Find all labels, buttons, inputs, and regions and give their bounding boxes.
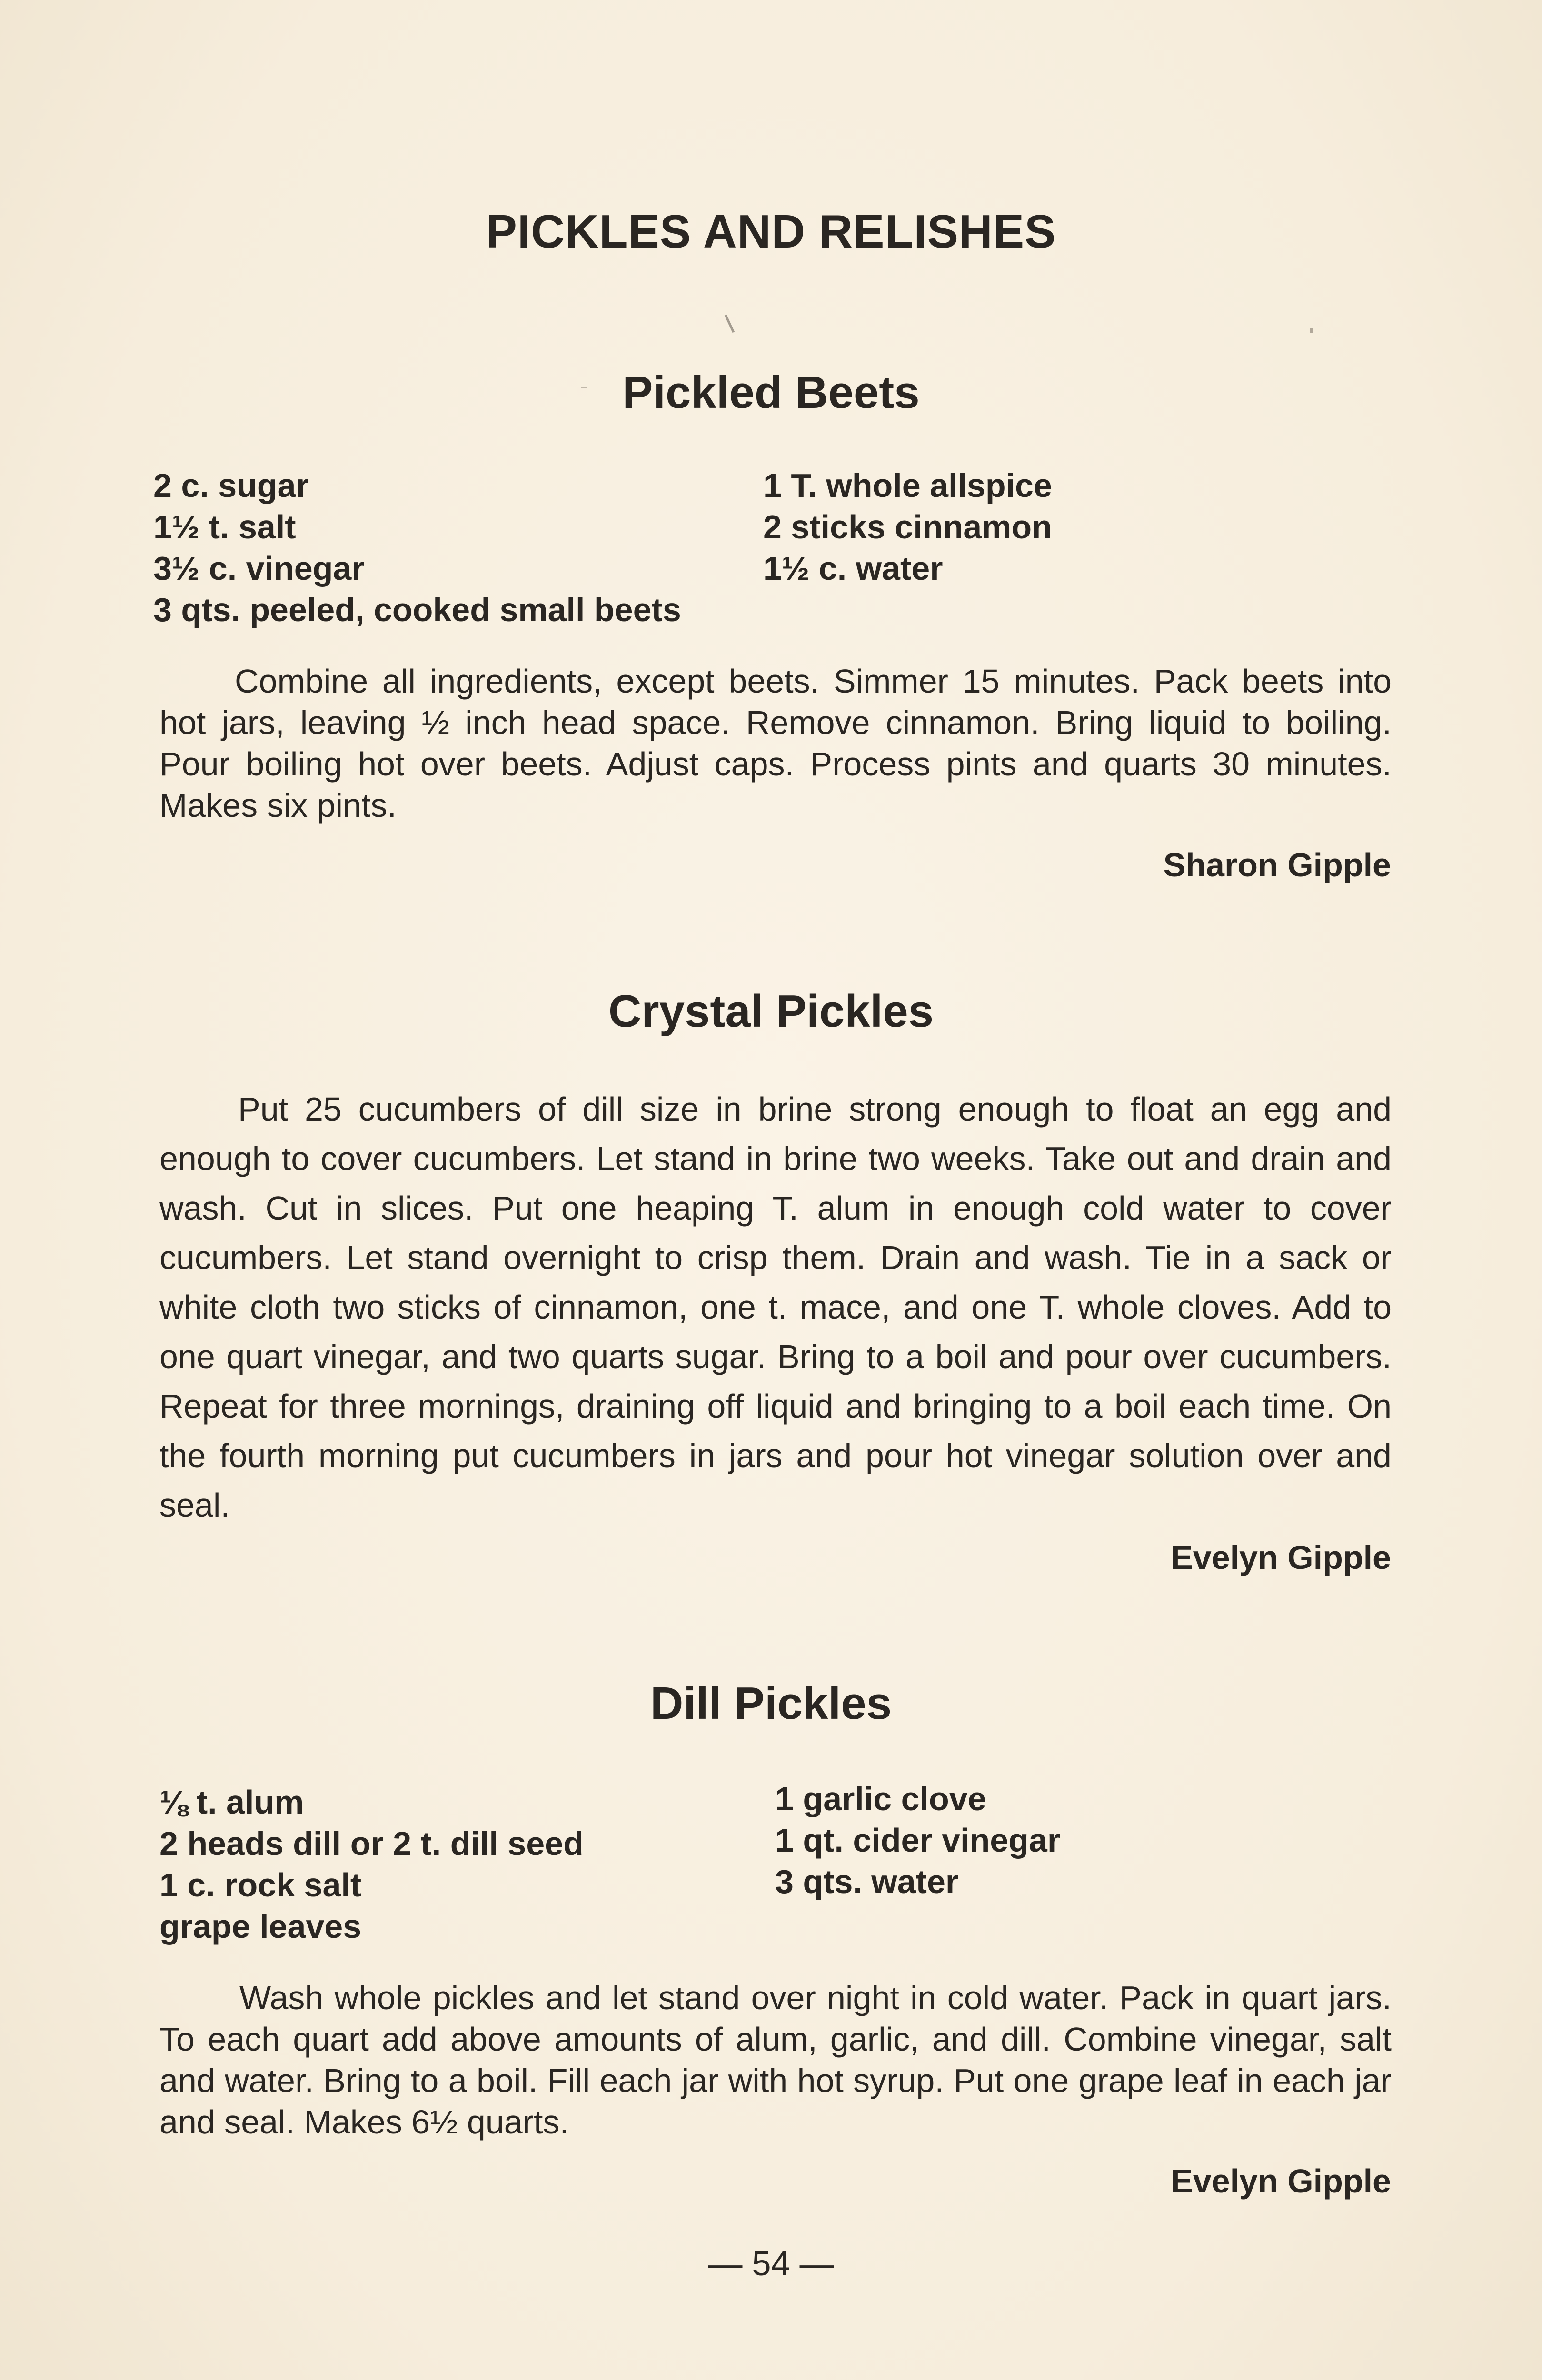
section-title: PICKLES AND RELISHES — [486, 205, 1056, 258]
directions-pickled-beets: Combine all ingredients, except beets. Simmer 15 minutes. Pack beets into hot jars, leaving ½ inch head space. Remove cinnamon. Bring liquid to boiling. Pour boiling hot over beets. Adjust caps. Process pints and quarts 30 minutes. Makes six pints. — [159, 663, 1392, 824]
ingredient: 1 c. rock salt — [159, 1866, 362, 1904]
ingredients-left-dill-pickles — [159, 1782, 584, 1947]
recipe-title-pickled-beets: Pickled Beets — [622, 367, 920, 418]
ingredients-right-dill-pickles — [775, 1778, 1060, 1903]
recipe-title-dill-pickles: Dill Pickles — [650, 1678, 892, 1729]
ingredient: 2 heads dill or 2 t. dill seed — [159, 1825, 584, 1862]
ingredient: ⅛ t. alum — [159, 1784, 304, 1821]
ingredient: 1 T. whole allspice — [763, 467, 1052, 504]
author-dill-pickles: Evelyn Gipple — [1171, 2162, 1391, 2200]
ingredient: 3 qts. water — [775, 1863, 959, 1900]
recipe-title-crystal-pickles: Crystal Pickles — [608, 986, 934, 1037]
page-number: — 54 — — [708, 2245, 834, 2283]
author-pickled-beets: Sharon Gipple — [1163, 846, 1391, 883]
ingredient: 1½ t. salt — [153, 508, 296, 545]
directions-crystal-pickles: Put 25 cucumbers of dill size in brine strong enough to float an egg and enough to cover cucumbers. Let stand in brine two weeks. Take out and drain and wash. Cut in slices. Put one heaping T. alum in enough cold water to cover cucumbers. Let stand overnight to crisp them. Drain and wash. Tie in a sack or white cloth two sticks of cinnamon, one t. mace, and one T. whole cloves. Add to one quart vinegar, and two quarts sugar. Bring to a boil and pour over cucumbers. Repeat for three mornings, draining off liquid and bringing to a boil each time. On the fourth morning put cucumbers in jars and pour hot vinegar solution over and seal. — [159, 1091, 1392, 1524]
ingredient: grape leaves — [159, 1908, 362, 1945]
ingredient: 1 qt. cider vinegar — [775, 1822, 1061, 1859]
ingredients-left-pickled-beets — [153, 465, 681, 631]
ingredient: 1 garlic clove — [775, 1780, 986, 1817]
ink-speck — [1310, 328, 1313, 333]
ingredient: 2 c. sugar — [153, 467, 309, 504]
directions-dill-pickles: Wash whole pickles and let stand over night in cold water. Pack in quart jars. To each quart add above amounts of alum, garlic, and dill. Combine vinegar, salt and water. Bring to a boil. Fill each jar with hot syrup. Put one grape leaf in each jar and seal. Makes 6½ quarts. — [159, 1979, 1392, 2141]
ingredient: 2 sticks cinnamon — [763, 508, 1052, 545]
ingredient: 3½ c. vinegar — [153, 550, 365, 587]
ingredients-right-pickled-beets — [763, 465, 1052, 589]
author-crystal-pickles: Evelyn Gipple — [1171, 1539, 1391, 1576]
ingredient: 3 qts. peeled, cooked small beets — [153, 591, 681, 628]
ingredient: 1½ c. water — [763, 550, 943, 587]
ink-speck — [725, 315, 735, 333]
